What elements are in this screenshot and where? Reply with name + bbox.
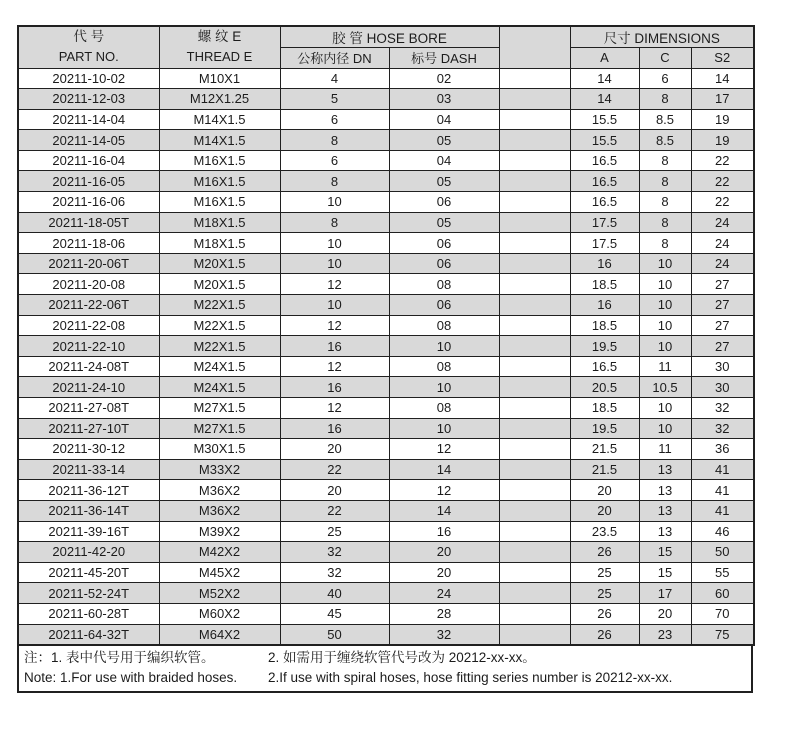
- table-row: [18, 521, 754, 542]
- cell-empty: [499, 212, 570, 233]
- cell-empty: [499, 542, 570, 563]
- table-row: [18, 459, 754, 480]
- cell-dn: 20: [280, 439, 389, 460]
- cell-empty: [499, 109, 570, 130]
- cell-part-no: 20211-52-24T: [18, 583, 159, 604]
- cell-part-no: 20211-36-12T: [18, 480, 159, 501]
- table-row: [18, 542, 754, 563]
- cell-dn: 6: [280, 150, 389, 171]
- cell-thread: M39X2: [159, 521, 280, 542]
- cell-dash: 14: [389, 500, 499, 521]
- cell-dim-a: 21.5: [570, 439, 639, 460]
- notes-box: [17, 646, 753, 693]
- cell-dim-s2: 19: [691, 109, 754, 130]
- cell-dim-c: 8: [639, 212, 691, 233]
- cell-dim-c: 10: [639, 295, 691, 316]
- cell-dim-s2: 17: [691, 89, 754, 110]
- fitting-spec-table: [17, 25, 755, 646]
- cell-dim-c: 15: [639, 542, 691, 563]
- cell-empty: [499, 521, 570, 542]
- cell-thread: M12X1.25: [159, 89, 280, 110]
- table-row: [18, 356, 754, 377]
- cell-part-no: 20211-22-08: [18, 315, 159, 336]
- cell-thread: M42X2: [159, 542, 280, 563]
- cell-dn: 22: [280, 500, 389, 521]
- cell-dn: 10: [280, 192, 389, 213]
- cell-empty: [499, 192, 570, 213]
- cell-dim-s2: 22: [691, 171, 754, 192]
- cell-dash: 32: [389, 624, 499, 645]
- cell-empty: [499, 336, 570, 357]
- cell-dn: 8: [280, 130, 389, 151]
- cell-part-no: 20211-18-06: [18, 233, 159, 254]
- cell-dim-a: 16: [570, 253, 639, 274]
- cell-dim-s2: 32: [691, 418, 754, 439]
- cell-dash: 12: [389, 439, 499, 460]
- cell-dash: 02: [389, 68, 499, 89]
- cell-dash: 06: [389, 192, 499, 213]
- cell-empty: [499, 603, 570, 624]
- table-row: [18, 439, 754, 460]
- cell-dash: 12: [389, 480, 499, 501]
- cell-dash: 05: [389, 130, 499, 151]
- cell-dash: 14: [389, 459, 499, 480]
- cell-thread: M16X1.5: [159, 171, 280, 192]
- table-row: [18, 377, 754, 398]
- cell-dash: 08: [389, 356, 499, 377]
- cell-dim-s2: 36: [691, 439, 754, 460]
- cell-part-no: 20211-22-06T: [18, 295, 159, 316]
- cell-thread: M27X1.5: [159, 398, 280, 419]
- cell-dim-a: 16: [570, 295, 639, 316]
- cell-dn: 16: [280, 377, 389, 398]
- cell-dim-c: 10: [639, 274, 691, 295]
- cell-dim-c: 13: [639, 459, 691, 480]
- cell-part-no: 20211-60-28T: [18, 603, 159, 624]
- cell-dash: 10: [389, 418, 499, 439]
- table-row: [18, 624, 754, 645]
- cell-dn: 16: [280, 418, 389, 439]
- table-row: [18, 336, 754, 357]
- cell-dim-a: 25: [570, 562, 639, 583]
- cell-empty: [499, 562, 570, 583]
- cell-dim-s2: 55: [691, 562, 754, 583]
- header-part-no: [18, 26, 159, 68]
- cell-dn: 8: [280, 212, 389, 233]
- cell-part-no: 20211-20-08: [18, 274, 159, 295]
- cell-thread: M18X1.5: [159, 233, 280, 254]
- cell-part-no: 20211-10-02: [18, 68, 159, 89]
- header-thread-en: THREAD E: [186, 49, 253, 65]
- cell-dn: 45: [280, 603, 389, 624]
- cell-dim-a: 15.5: [570, 109, 639, 130]
- cell-empty: [499, 274, 570, 295]
- table-row: [18, 192, 754, 213]
- cell-dim-s2: 30: [691, 356, 754, 377]
- cell-dim-c: 10: [639, 336, 691, 357]
- cell-dn: 12: [280, 274, 389, 295]
- cell-dim-a: 19.5: [570, 418, 639, 439]
- cell-thread: M22X1.5: [159, 315, 280, 336]
- cell-dim-c: 13: [639, 480, 691, 501]
- cell-dash: 04: [389, 150, 499, 171]
- header-row-group: [18, 26, 754, 48]
- cell-thread: M30X1.5: [159, 439, 280, 460]
- cell-dim-s2: 27: [691, 336, 754, 357]
- cell-dim-a: 21.5: [570, 459, 639, 480]
- cell-dim-s2: 27: [691, 315, 754, 336]
- note-zh-1: 注：1. 表中代号用于编织软管。: [24, 649, 215, 665]
- cell-empty: [499, 68, 570, 89]
- header-empty-column: [499, 26, 570, 68]
- cell-dim-c: 8.5: [639, 109, 691, 130]
- cell-part-no: 20211-27-08T: [18, 398, 159, 419]
- cell-dash: 16: [389, 521, 499, 542]
- cell-dn: 12: [280, 315, 389, 336]
- cell-dash: 06: [389, 253, 499, 274]
- cell-empty: [499, 130, 570, 151]
- cell-dim-c: 10: [639, 418, 691, 439]
- table-row: [18, 233, 754, 254]
- cell-dim-a: 18.5: [570, 315, 639, 336]
- cell-dim-c: 10: [639, 253, 691, 274]
- cell-empty: [499, 439, 570, 460]
- cell-dim-c: 8: [639, 150, 691, 171]
- cell-part-no: 20211-42-20: [18, 542, 159, 563]
- spec-sheet: [17, 25, 754, 693]
- cell-dim-s2: 46: [691, 521, 754, 542]
- cell-empty: [499, 500, 570, 521]
- cell-empty: [499, 315, 570, 336]
- cell-dim-c: 11: [639, 439, 691, 460]
- cell-part-no: 20211-14-04: [18, 109, 159, 130]
- header-dash: 标号 DASH: [389, 48, 499, 69]
- cell-thread: M24X1.5: [159, 377, 280, 398]
- table-row: [18, 583, 754, 604]
- cell-part-no: 20211-22-10: [18, 336, 159, 357]
- cell-dn: 10: [280, 295, 389, 316]
- cell-thread: M33X2: [159, 459, 280, 480]
- cell-empty: [499, 89, 570, 110]
- header-hose-bore-group: 胶 管 HOSE BORE: [280, 26, 499, 48]
- header-dim-a: A: [570, 48, 639, 69]
- cell-dim-a: 19.5: [570, 336, 639, 357]
- cell-dim-c: 15: [639, 562, 691, 583]
- cell-empty: [499, 253, 570, 274]
- cell-thread: M24X1.5: [159, 356, 280, 377]
- cell-dn: 8: [280, 171, 389, 192]
- cell-dim-a: 14: [570, 68, 639, 89]
- header-part-no-en: PART NO.: [58, 49, 119, 65]
- cell-part-no: 20211-16-04: [18, 150, 159, 171]
- header-thread: [159, 26, 280, 68]
- cell-empty: [499, 233, 570, 254]
- cell-dim-c: 8: [639, 171, 691, 192]
- cell-dn: 10: [280, 253, 389, 274]
- cell-dim-s2: 41: [691, 480, 754, 501]
- table-row: [18, 274, 754, 295]
- cell-thread: M16X1.5: [159, 150, 280, 171]
- cell-dim-s2: 14: [691, 68, 754, 89]
- cell-dash: 06: [389, 233, 499, 254]
- header-dn: 公称内径 DN: [280, 48, 389, 69]
- cell-dim-s2: 27: [691, 295, 754, 316]
- cell-dim-a: 17.5: [570, 212, 639, 233]
- cell-thread: M14X1.5: [159, 130, 280, 151]
- cell-dim-a: 20: [570, 500, 639, 521]
- table-row: [18, 562, 754, 583]
- table-body: [18, 68, 754, 645]
- cell-empty: [499, 171, 570, 192]
- cell-dash: 28: [389, 603, 499, 624]
- cell-dn: 25: [280, 521, 389, 542]
- table-row: [18, 150, 754, 171]
- cell-dim-a: 16.5: [570, 171, 639, 192]
- cell-dim-a: 16.5: [570, 150, 639, 171]
- cell-dim-s2: 30: [691, 377, 754, 398]
- cell-empty: [499, 356, 570, 377]
- cell-empty: [499, 150, 570, 171]
- cell-dim-c: 11: [639, 356, 691, 377]
- table-row: [18, 418, 754, 439]
- cell-dim-s2: 22: [691, 150, 754, 171]
- cell-dn: 32: [280, 542, 389, 563]
- cell-dn: 12: [280, 356, 389, 377]
- cell-empty: [499, 418, 570, 439]
- table-row: [18, 171, 754, 192]
- table-row: [18, 480, 754, 501]
- cell-dim-s2: 75: [691, 624, 754, 645]
- table-header: [18, 26, 754, 68]
- cell-empty: [499, 295, 570, 316]
- cell-thread: M22X1.5: [159, 295, 280, 316]
- cell-dn: 16: [280, 336, 389, 357]
- note-en-1: Note: 1.For use with braided hoses.: [24, 669, 238, 685]
- cell-thread: M20X1.5: [159, 253, 280, 274]
- cell-dim-a: 26: [570, 624, 639, 645]
- header-dim-c: C: [639, 48, 691, 69]
- cell-part-no: 20211-24-08T: [18, 356, 159, 377]
- cell-dn: 32: [280, 562, 389, 583]
- cell-dim-a: 20.5: [570, 377, 639, 398]
- cell-thread: M60X2: [159, 603, 280, 624]
- cell-part-no: 20211-27-10T: [18, 418, 159, 439]
- cell-thread: M18X1.5: [159, 212, 280, 233]
- header-thread-zh: 螺 纹 E: [197, 29, 242, 45]
- cell-thread: M20X1.5: [159, 274, 280, 295]
- cell-dim-s2: 27: [691, 274, 754, 295]
- cell-dash: 05: [389, 212, 499, 233]
- cell-dash: 08: [389, 398, 499, 419]
- table-row: [18, 253, 754, 274]
- cell-part-no: 20211-30-12: [18, 439, 159, 460]
- cell-dim-c: 10.5: [639, 377, 691, 398]
- cell-part-no: 20211-39-16T: [18, 521, 159, 542]
- cell-dash: 05: [389, 171, 499, 192]
- table-row: [18, 603, 754, 624]
- cell-part-no: 20211-14-05: [18, 130, 159, 151]
- cell-dim-s2: 41: [691, 500, 754, 521]
- note-en-2: 2.If use with spiral hoses, hose fitting series number is 20212-xx-xx.: [268, 669, 673, 685]
- cell-thread: M36X2: [159, 500, 280, 521]
- cell-dim-a: 16.5: [570, 356, 639, 377]
- cell-dim-c: 8: [639, 233, 691, 254]
- cell-dn: 40: [280, 583, 389, 604]
- note-line-en: [24, 668, 747, 688]
- cell-part-no: 20211-33-14: [18, 459, 159, 480]
- cell-thread: M27X1.5: [159, 418, 280, 439]
- cell-dash: 08: [389, 315, 499, 336]
- cell-dn: 22: [280, 459, 389, 480]
- cell-dim-c: 13: [639, 500, 691, 521]
- cell-dim-c: 8: [639, 89, 691, 110]
- cell-thread: M52X2: [159, 583, 280, 604]
- cell-dim-c: 17: [639, 583, 691, 604]
- cell-dash: 24: [389, 583, 499, 604]
- table-row: [18, 315, 754, 336]
- cell-dim-c: 10: [639, 315, 691, 336]
- note-zh-2: 2. 如需用于缠绕软管代号改为 20212-xx-xx。: [268, 649, 536, 665]
- cell-part-no: 20211-16-05: [18, 171, 159, 192]
- table-row: [18, 130, 754, 151]
- cell-part-no: 20211-18-05T: [18, 212, 159, 233]
- cell-part-no: 20211-24-10: [18, 377, 159, 398]
- cell-dn: 20: [280, 480, 389, 501]
- cell-dn: 12: [280, 398, 389, 419]
- note-line-zh: [24, 648, 747, 668]
- cell-empty: [499, 377, 570, 398]
- cell-empty: [499, 459, 570, 480]
- cell-thread: M45X2: [159, 562, 280, 583]
- cell-empty: [499, 398, 570, 419]
- cell-dim-c: 13: [639, 521, 691, 542]
- table-row: [18, 398, 754, 419]
- cell-part-no: 20211-64-32T: [18, 624, 159, 645]
- cell-dn: 10: [280, 233, 389, 254]
- cell-dash: 20: [389, 562, 499, 583]
- cell-dim-s2: 41: [691, 459, 754, 480]
- cell-thread: M36X2: [159, 480, 280, 501]
- cell-dim-s2: 50: [691, 542, 754, 563]
- cell-dim-c: 8.5: [639, 130, 691, 151]
- cell-dash: 10: [389, 336, 499, 357]
- header-part-no-zh: 代 号: [73, 29, 105, 45]
- cell-dim-a: 26: [570, 603, 639, 624]
- cell-dim-a: 20: [570, 480, 639, 501]
- cell-thread: M64X2: [159, 624, 280, 645]
- cell-dim-s2: 60: [691, 583, 754, 604]
- cell-dim-s2: 24: [691, 233, 754, 254]
- cell-dim-c: 10: [639, 398, 691, 419]
- cell-dn: 4: [280, 68, 389, 89]
- cell-dim-s2: 22: [691, 192, 754, 213]
- cell-dim-a: 26: [570, 542, 639, 563]
- cell-dn: 6: [280, 109, 389, 130]
- cell-dim-a: 14: [570, 89, 639, 110]
- cell-dash: 08: [389, 274, 499, 295]
- table-row: [18, 500, 754, 521]
- cell-dim-s2: 24: [691, 212, 754, 233]
- cell-part-no: 20211-20-06T: [18, 253, 159, 274]
- table-row: [18, 68, 754, 89]
- cell-empty: [499, 624, 570, 645]
- cell-dim-c: 8: [639, 192, 691, 213]
- cell-thread: M16X1.5: [159, 192, 280, 213]
- cell-dn: 5: [280, 89, 389, 110]
- cell-dim-a: 16.5: [570, 192, 639, 213]
- cell-dim-s2: 32: [691, 398, 754, 419]
- header-dim-s2: S2: [691, 48, 754, 69]
- cell-dash: 03: [389, 89, 499, 110]
- table-row: [18, 295, 754, 316]
- cell-dim-c: 20: [639, 603, 691, 624]
- cell-dim-c: 6: [639, 68, 691, 89]
- cell-dim-a: 17.5: [570, 233, 639, 254]
- cell-dn: 50: [280, 624, 389, 645]
- cell-dim-a: 18.5: [570, 274, 639, 295]
- cell-part-no: 20211-36-14T: [18, 500, 159, 521]
- cell-thread: M22X1.5: [159, 336, 280, 357]
- table-row: [18, 89, 754, 110]
- header-dimensions-group: 尺寸 DIMENSIONS: [570, 26, 754, 48]
- cell-part-no: 20211-12-03: [18, 89, 159, 110]
- table-row: [18, 109, 754, 130]
- cell-dim-s2: 24: [691, 253, 754, 274]
- cell-dim-c: 23: [639, 624, 691, 645]
- table-row: [18, 212, 754, 233]
- cell-dash: 10: [389, 377, 499, 398]
- cell-thread: M14X1.5: [159, 109, 280, 130]
- cell-part-no: 20211-16-06: [18, 192, 159, 213]
- cell-part-no: 20211-45-20T: [18, 562, 159, 583]
- cell-dim-a: 15.5: [570, 130, 639, 151]
- cell-empty: [499, 583, 570, 604]
- cell-dash: 20: [389, 542, 499, 563]
- cell-dim-a: 18.5: [570, 398, 639, 419]
- cell-dim-a: 25: [570, 583, 639, 604]
- cell-thread: M10X1: [159, 68, 280, 89]
- cell-dash: 04: [389, 109, 499, 130]
- cell-empty: [499, 480, 570, 501]
- cell-dash: 06: [389, 295, 499, 316]
- cell-dim-s2: 70: [691, 603, 754, 624]
- cell-dim-s2: 19: [691, 130, 754, 151]
- cell-dim-a: 23.5: [570, 521, 639, 542]
